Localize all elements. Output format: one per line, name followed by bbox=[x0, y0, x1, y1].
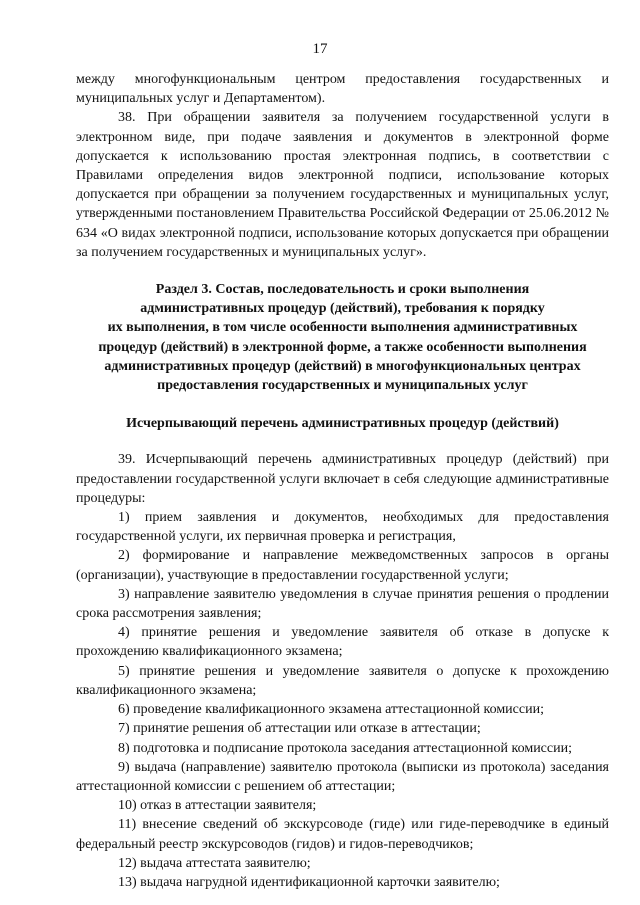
list-item: 5) принятие решения и уведомление заявителя о допуске к прохождению квалификационного экзамена; bbox=[76, 663, 609, 698]
paragraph-39: 39. Исчерпывающий перечень административных процедур (действий) при предоставлении государственной услуги включает в себя следующие административные процедуры: bbox=[76, 452, 609, 506]
section-title-line: Раздел 3. Состав, последовательность и сроки выполнения bbox=[155, 282, 530, 298]
list-item: 6) проведение квалификационного экзамена аттестационной комиссии; bbox=[118, 702, 544, 718]
paragraph-continued: между многофункциональным центром предоставления государственных и муниципальных услуг и Департаментом). bbox=[76, 72, 609, 107]
section-title-line: административных процедур (действий), требования к порядку bbox=[140, 301, 545, 317]
list-item: 7) принятие решения об аттестации или отказе в аттестации; bbox=[118, 721, 481, 737]
page-number: 17 bbox=[312, 41, 328, 57]
section-title-line: предоставления государственных и муниципальных услуг bbox=[157, 378, 528, 394]
list-item: 3) направление заявителю уведомления в случае принятия решения о продлении срока рассмотрения заявления; bbox=[76, 586, 609, 622]
list-item: 11) внесение сведений об экскурсоводе (гиде) или гиде-переводчике в единый федеральный реестр экскурсоводов (гидов) и гидов-переводчиков; bbox=[76, 817, 609, 852]
list-item: 13) выдача нагрудной идентификационной карточки заявителю; bbox=[118, 874, 500, 890]
list-item: 9) выдача (направление) заявителю протокола (выписки из протокола) заседания аттестационной комиссии с решением об аттестации; bbox=[76, 759, 609, 794]
list-item: 2) формирование и направление межведомственных запросов в органы (организации), участвующие в предоставлении государственной услуги; bbox=[76, 548, 609, 583]
list-item: 12) выдача аттестата заявителю; bbox=[118, 855, 311, 871]
section-title-line: административных процедур (действий) в многофункциональных центрах bbox=[104, 358, 581, 374]
list-item: 4) принятие решения и уведомление заявителя об отказе в допуске к прохождению квалификационного экзамена; bbox=[76, 625, 609, 660]
list-item: 8) подготовка и подписание протокола заседания аттестационной комиссии; bbox=[118, 740, 572, 756]
list-item: 1) прием заявления и документов, необходимых для предоставления государственной услуги, их первичная проверка и регистрация, bbox=[76, 510, 609, 545]
procedure-list bbox=[76, 508, 609, 892]
section-title-line: процедур (действий) в электронной форме, а также особенности выполнения bbox=[98, 339, 587, 355]
list-item: 10) отказ в аттестации заявителя; bbox=[118, 798, 317, 814]
paragraph-38: 38. При обращении заявителя за получением государственной услуги в электронном виде, при подаче заявления и документов в электронной форме допускается к использованию простая электронная подпись, в соответствии с Правилами определения видов электронной подписи, использование которых допускается при обращении за получением государственных и муниципальных услуг, утвержденными постановлением Правительства Российской Федерации от 25.06.2012 № 634 «О видах электронной подписи, использование которых допускается при обращении за получением государственных и муниципальных услуг». bbox=[76, 110, 609, 260]
subheading: Исчерпывающий перечень административных процедур (действий) bbox=[126, 416, 559, 432]
section-title bbox=[76, 280, 609, 395]
section-title-line: их выполнения, в том числе особенности выполнения административных bbox=[107, 320, 578, 336]
document-body bbox=[76, 70, 609, 892]
